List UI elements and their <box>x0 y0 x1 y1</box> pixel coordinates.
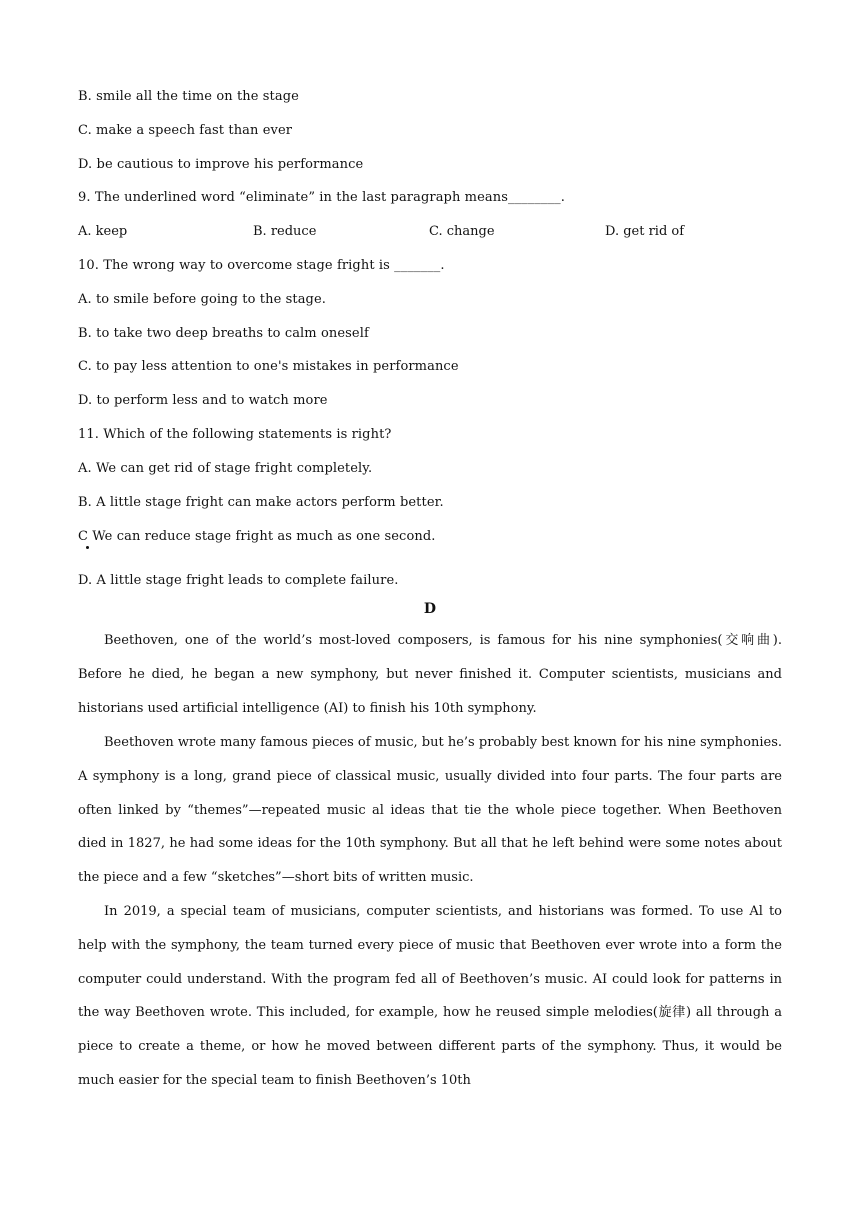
q10-option-d: D. to perform less and to watch more <box>78 393 328 408</box>
q9-option-b: B. reduce <box>253 224 317 239</box>
q10-stem: 10. The wrong way to overcome stage fright is _______. <box>78 258 445 273</box>
passage-d-heading: D <box>423 601 437 617</box>
q11-option-c: C We can reduce stage fright as much as one second. <box>78 529 436 544</box>
q9-option-d: D. get rid of <box>605 224 685 239</box>
q11-option-a: A. We can get rid of stage fright completely. <box>78 461 373 476</box>
passage-d-paragraph-1: Beethoven, one of the world’s most-loved composers, is famous for his nine symphonies(交响曲). Before he died, he began a new symphony, but never finished it. Computer scientists, musicians and historians used artificial intelligence (AI) to finish his 10th symphony. <box>78 633 782 716</box>
q11-option-d: D. A little stage fright leads to complete failure. <box>78 573 399 588</box>
stray-dot-mark <box>86 546 89 549</box>
q10-option-b: B. to take two deep breaths to calm oneself <box>78 326 369 341</box>
q11-option-b: B. A little stage fright can make actors perform better. <box>78 495 444 510</box>
q9-stem: 9. The underlined word “eliminate” in the last paragraph means________. <box>78 190 566 205</box>
q11-stem: 11. Which of the following statements is right? <box>78 427 392 442</box>
q8-option-c: C. make a speech fast than ever <box>78 123 293 138</box>
passage-d-paragraph-3: In 2019, a special team of musicians, computer scientists, and historians was formed. To use Al to help with the symphony, the team turned every piece of music that Beethoven ever wrote into a form the computer could understand. With the program fed all of Beethoven’s music. AI could look for patterns in the way Beethoven wrote. This included, for example, how he reused simple melodies(旋律) all through a piece to create a theme, or how he moved between different parts of the symphony. Thus, it would be much easier for the special team to finish Beethoven’s 10th <box>78 904 782 1088</box>
q8-option-b: B. smile all the time on the stage <box>78 89 299 104</box>
passage-d-paragraph-2: Beethoven wrote many famous pieces of music, but he’s probably best known for his nine symphonies. A symphony is a long, grand piece of classical music, usually divided into four parts. The four parts are often linked by “themes”—repeated music al ideas that tie the whole piece together. When Beethoven died in 1827, he had some ideas for the 10th symphony. But all that he left behind were some notes about the piece and a few “sketches”—short bits of written music. <box>78 735 782 886</box>
q9-option-a: A. keep <box>78 224 128 239</box>
q10-option-c: C. to pay less attention to one's mistakes in performance <box>78 359 459 374</box>
q8-option-d: D. be cautious to improve his performance <box>78 157 364 172</box>
q10-option-a: A. to smile before going to the stage. <box>78 292 327 307</box>
q9-option-c: C. change <box>429 224 495 239</box>
